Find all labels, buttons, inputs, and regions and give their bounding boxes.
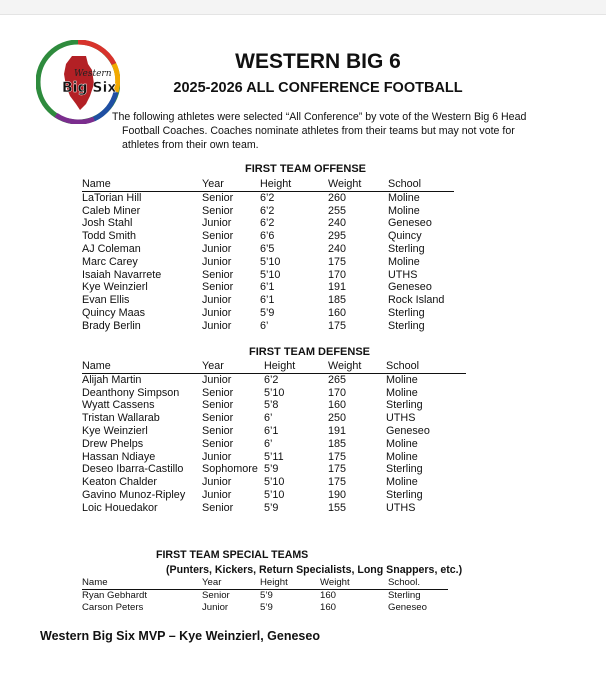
defense-cell-school: UTHS [386, 501, 416, 514]
offense-cell-height: 6’5 [260, 242, 275, 255]
offense-cell-school: Geneseo [388, 281, 432, 294]
defense-cell-year: Senior [202, 424, 234, 437]
defense-cell-school: Moline [386, 437, 418, 450]
defense-cell-name: Drew Phelps [82, 437, 144, 450]
special-cell-year: Junior [202, 602, 229, 613]
defense-row [82, 399, 466, 412]
defense-row [82, 463, 466, 476]
defense-cell-name: Gavino Munoz-Ripley [82, 488, 186, 501]
defense-cell-weight: 160 [328, 399, 347, 412]
defense-header-row [82, 360, 466, 373]
offense-cell-height: 5’9 [260, 306, 275, 319]
mvp-line: Western Big Six MVP – Kye Weinzierl, Geneseo [40, 629, 320, 643]
col-name: Name [82, 178, 202, 191]
special-cell-school: Geneseo [388, 602, 427, 613]
col-height: Height [260, 178, 328, 191]
offense-row [82, 281, 454, 294]
defense-cell-school: Moline [386, 386, 418, 399]
offense-cell-height: 6’2 [260, 204, 275, 217]
defense-cell-name: Alijah Martin [82, 373, 142, 386]
offense-row [82, 205, 454, 218]
defense-cell-name: Tristan Wallarab [82, 412, 160, 425]
defense-cell-school: Moline [386, 373, 418, 386]
offense-cell-name: Caleb Miner [82, 204, 141, 217]
defense-cell-school: UTHS [386, 412, 416, 425]
special-header-row [82, 577, 448, 590]
intro-line-1: The following athletes were selected “All Conference” by vote of the Western Big 6 Head [112, 111, 527, 123]
offense-row [82, 320, 454, 333]
offense-row [82, 269, 454, 282]
special-section-title: FIRST TEAM SPECIAL TEAMS [156, 549, 309, 561]
col-year: Year [202, 360, 264, 373]
offense-row [82, 307, 454, 320]
offense-cell-name: AJ Coleman [82, 242, 141, 255]
defense-cell-weight: 155 [328, 501, 347, 514]
defense-cell-weight: 250 [328, 412, 347, 425]
offense-cell-height: 6’1 [260, 281, 275, 294]
defense-cell-name: Loic Houedakor [82, 501, 158, 514]
offense-cell-weight: 191 [328, 281, 347, 294]
special-cell-weight: 160 [320, 590, 337, 601]
offense-cell-school: Moline [388, 204, 420, 217]
defense-cell-year: Junior [202, 476, 232, 489]
defense-section-title: FIRST TEAM DEFENSE [249, 346, 371, 358]
offense-cell-weight: 240 [328, 217, 347, 230]
offense-row [82, 256, 454, 269]
special-cell-school: Sterling [388, 590, 421, 601]
offense-cell-name: Evan Ellis [82, 294, 130, 307]
defense-cell-year: Senior [202, 399, 234, 412]
defense-cell-name: Wyatt Cassens [82, 399, 155, 412]
defense-row [82, 438, 466, 451]
special-cell-name: Carson Peters [82, 602, 144, 613]
defense-cell-weight: 185 [328, 437, 347, 450]
offense-cell-height: 5’10 [260, 255, 281, 268]
special-cell-height: 5’9 [260, 590, 273, 601]
offense-cell-height: 5’10 [260, 268, 281, 281]
offense-cell-name: Brady Berlin [82, 319, 141, 332]
offense-cell-height: 6’ [260, 319, 269, 332]
defense-cell-height: 5’10 [264, 476, 285, 489]
special-cell-year: Senior [202, 590, 230, 601]
offense-row [82, 191, 454, 204]
offense-cell-year: Senior [202, 281, 234, 294]
offense-cell-weight: 255 [328, 204, 347, 217]
special-cell-name: Ryan Gebhardt [82, 590, 148, 601]
offense-cell-weight: 160 [328, 306, 347, 319]
defense-cell-height: 5’9 [264, 463, 279, 476]
col-school: School. [388, 577, 448, 590]
defense-cell-year: Senior [202, 386, 234, 399]
offense-cell-school: Sterling [388, 242, 425, 255]
defense-row [82, 412, 466, 425]
defense-cell-height: 6’2 [264, 373, 279, 386]
col-year: Year [202, 178, 260, 191]
defense-cell-school: Moline [386, 450, 418, 463]
special-row [82, 590, 448, 603]
defense-cell-weight: 175 [328, 476, 347, 489]
offense-cell-school: Rock Island [388, 294, 445, 307]
defense-cell-school: Sterling [386, 463, 423, 476]
defense-cell-height: 5’10 [264, 386, 285, 399]
offense-cell-height: 6’2 [260, 217, 275, 230]
special-cell-height: 5’9 [260, 602, 273, 613]
offense-cell-year: Junior [202, 294, 232, 307]
offense-row [82, 217, 454, 230]
offense-cell-name: Quincy Maas [82, 306, 146, 319]
offense-cell-height: 6’2 [260, 191, 275, 204]
offense-cell-weight: 185 [328, 294, 347, 307]
offense-cell-school: Moline [388, 255, 420, 268]
defense-cell-height: 5’11 [264, 450, 284, 463]
col-year: Year [202, 577, 260, 590]
defense-cell-weight: 190 [328, 488, 347, 501]
defense-cell-year: Sophomore [202, 463, 258, 476]
defense-cell-name: Hassan Ndiaye [82, 450, 156, 463]
defense-cell-name: Kye Weinzierl [82, 424, 148, 437]
intro-line-2: Football Coaches. Coaches nominate athletes from their teams but may not vote for [122, 125, 515, 137]
defense-cell-weight: 191 [328, 424, 347, 437]
col-weight: Weight [328, 178, 388, 191]
offense-cell-name: Isaiah Navarrete [82, 268, 162, 281]
offense-cell-year: Junior [202, 319, 232, 332]
col-height: Height [260, 577, 320, 590]
offense-cell-year: Junior [202, 242, 232, 255]
col-weight: Weight [328, 360, 386, 373]
offense-cell-height: 6’1 [260, 294, 275, 307]
offense-cell-year: Junior [202, 255, 232, 268]
special-section-subtitle: (Punters, Kickers, Return Specialists, Long Snappers, etc.) [166, 564, 463, 576]
defense-cell-year: Senior [202, 501, 234, 514]
offense-cell-school: Sterling [388, 306, 425, 319]
offense-row [82, 294, 454, 307]
offense-cell-school: UTHS [388, 268, 418, 281]
page-title: WESTERN BIG 6 [235, 50, 401, 73]
offense-cell-weight: 175 [328, 319, 347, 332]
offense-cell-name: Josh Stahl [82, 217, 133, 230]
defense-cell-name: Deseo Ibarra-Castillo [82, 463, 184, 476]
defense-table [82, 360, 466, 515]
defense-cell-height: 5’10 [264, 488, 285, 501]
defense-row [82, 387, 466, 400]
offense-cell-weight: 295 [328, 230, 347, 243]
offense-row [82, 230, 454, 243]
defense-cell-height: 5’9 [264, 501, 279, 514]
defense-cell-school: Sterling [386, 488, 423, 501]
special-teams-table [82, 577, 448, 614]
defense-cell-name: Keaton Chalder [82, 476, 158, 489]
defense-cell-weight: 170 [328, 386, 347, 399]
defense-cell-weight: 175 [328, 450, 347, 463]
col-name: Name [82, 360, 202, 373]
defense-cell-school: Sterling [386, 399, 423, 412]
defense-row [82, 425, 466, 438]
defense-cell-year: Junior [202, 450, 232, 463]
offense-cell-weight: 170 [328, 268, 347, 281]
defense-cell-height: 6’ [264, 437, 273, 450]
offense-section-title: FIRST TEAM OFFENSE [245, 163, 366, 175]
offense-cell-school: Sterling [388, 319, 425, 332]
offense-cell-weight: 175 [328, 255, 347, 268]
offense-cell-year: Junior [202, 306, 232, 319]
defense-cell-school: Moline [386, 476, 418, 489]
col-school: School [388, 178, 454, 191]
offense-cell-name: Todd Smith [82, 230, 137, 243]
offense-cell-year: Senior [202, 204, 234, 217]
defense-row [82, 489, 466, 502]
offense-cell-weight: 240 [328, 242, 347, 255]
col-weight: Weight [320, 577, 388, 590]
defense-cell-name: Deanthony Simpson [82, 386, 180, 399]
offense-table [82, 178, 454, 333]
defense-cell-year: Junior [202, 373, 232, 386]
defense-cell-height: 6’1 [264, 424, 279, 437]
logo-center-text: Big Six [62, 80, 117, 96]
col-school: School [386, 360, 466, 373]
offense-cell-year: Senior [202, 230, 234, 243]
defense-cell-weight: 175 [328, 463, 347, 476]
offense-header-row [82, 178, 454, 191]
offense-cell-name: LaTorian Hill [82, 191, 142, 204]
logo-top-text: Western [74, 69, 112, 79]
defense-cell-year: Senior [202, 437, 234, 450]
intro-paragraph [112, 110, 557, 152]
col-name: Name [82, 577, 202, 590]
defense-row [82, 373, 466, 386]
offense-cell-school: Geneseo [388, 217, 432, 230]
defense-cell-year: Senior [202, 412, 234, 425]
defense-cell-height: 5’8 [264, 399, 279, 412]
defense-row [82, 451, 466, 464]
intro-line-3: athletes from their own team. [122, 139, 259, 151]
special-cell-weight: 160 [320, 602, 337, 613]
col-height: Height [264, 360, 328, 373]
offense-cell-weight: 260 [328, 191, 347, 204]
offense-cell-name: Marc Carey [82, 255, 138, 268]
defense-cell-height: 6’ [264, 412, 273, 425]
offense-cell-height: 6’6 [260, 230, 275, 243]
defense-cell-year: Junior [202, 488, 232, 501]
defense-cell-school: Geneseo [386, 424, 430, 437]
offense-cell-school: Quincy [388, 230, 422, 243]
defense-cell-weight: 265 [328, 373, 347, 386]
offense-cell-year: Senior [202, 268, 234, 281]
defense-row [82, 502, 466, 515]
defense-row [82, 476, 466, 489]
offense-row [82, 243, 454, 256]
page-top-edge [0, 0, 606, 15]
offense-cell-name: Kye Weinzierl [82, 281, 148, 294]
offense-cell-year: Senior [202, 191, 234, 204]
special-row [82, 602, 448, 614]
offense-cell-year: Junior [202, 217, 232, 230]
offense-cell-school: Moline [388, 191, 420, 204]
page-subtitle: 2025-2026 ALL CONFERENCE FOOTBALL [173, 80, 463, 96]
